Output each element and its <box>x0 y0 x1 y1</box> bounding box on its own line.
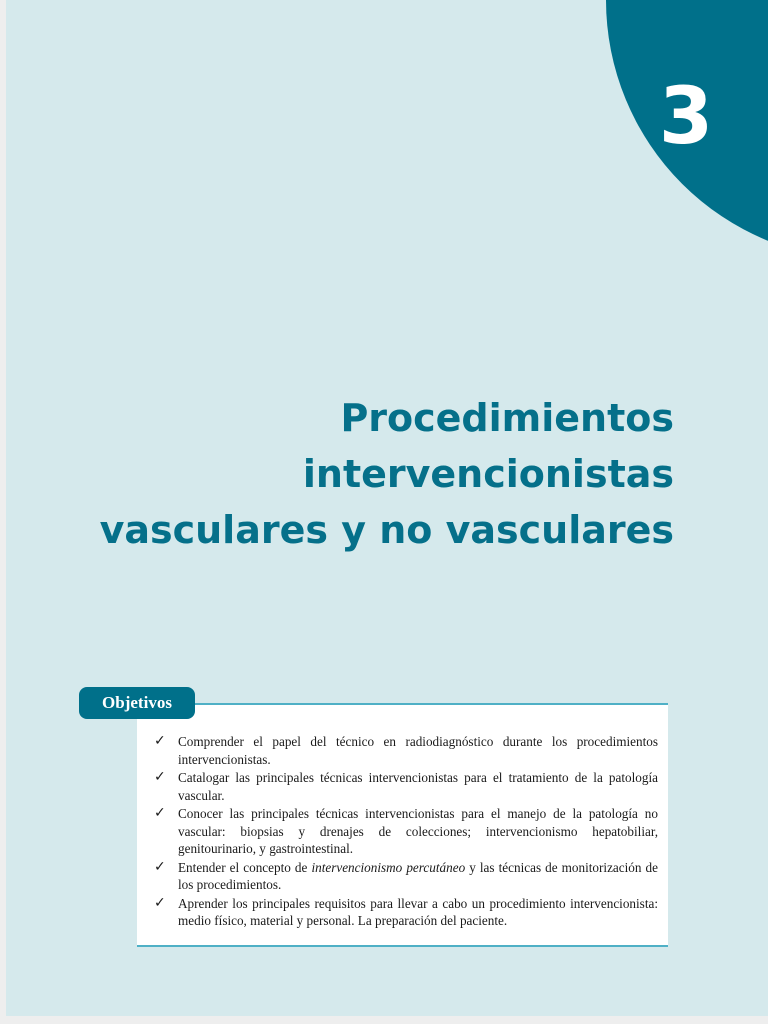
objectives-heading: Objetivos <box>79 687 195 719</box>
objective-text: Catalogar las principales técnicas intervencionistas para el tratamiento de la patología vascular. <box>178 770 658 803</box>
objective-text: Conocer las principales técnicas intervencionistas para el manejo de la patología no vascular: biopsias y drenajes de colecciones; intervencionismo hepatobiliar, genitourinario, y gastrointestinal. <box>178 806 658 856</box>
objectives-list <box>150 733 658 931</box>
objective-item <box>150 895 658 930</box>
checkmark-icon: ✓ <box>154 805 166 821</box>
objective-item <box>150 805 658 858</box>
chapter-title-line-1: Procedimientos <box>340 396 674 440</box>
chapter-title-line-3: vasculares y no vasculares <box>99 508 674 552</box>
chapter-title-line-2: intervencionistas <box>302 452 674 496</box>
checkmark-icon: ✓ <box>154 733 166 749</box>
objective-text: Comprender el papel del técnico en radiodiagnóstico durante los procedimientos intervencionistas. <box>178 734 658 767</box>
objective-text-before: Entender el concepto de <box>178 859 312 875</box>
objective-text-emphasis: intervencionismo percutáneo <box>311 859 466 875</box>
checkmark-icon: ✓ <box>154 894 166 911</box>
objective-text-after: y las técnicas de monitorización de los procedimientos. <box>178 859 659 892</box>
chapter-title <box>34 390 674 558</box>
chapter-number: 3 <box>658 72 714 162</box>
checkmark-icon: ✓ <box>154 858 166 875</box>
objective-text: Aprender los principales requisitos para llevar a cabo un procedimiento intervencionista: medio físico, material y personal. La preparación del paciente. <box>178 895 658 928</box>
objective-item <box>150 859 658 894</box>
checkmark-icon: ✓ <box>154 769 166 785</box>
objective-item <box>150 769 658 804</box>
objective-item <box>150 733 658 768</box>
